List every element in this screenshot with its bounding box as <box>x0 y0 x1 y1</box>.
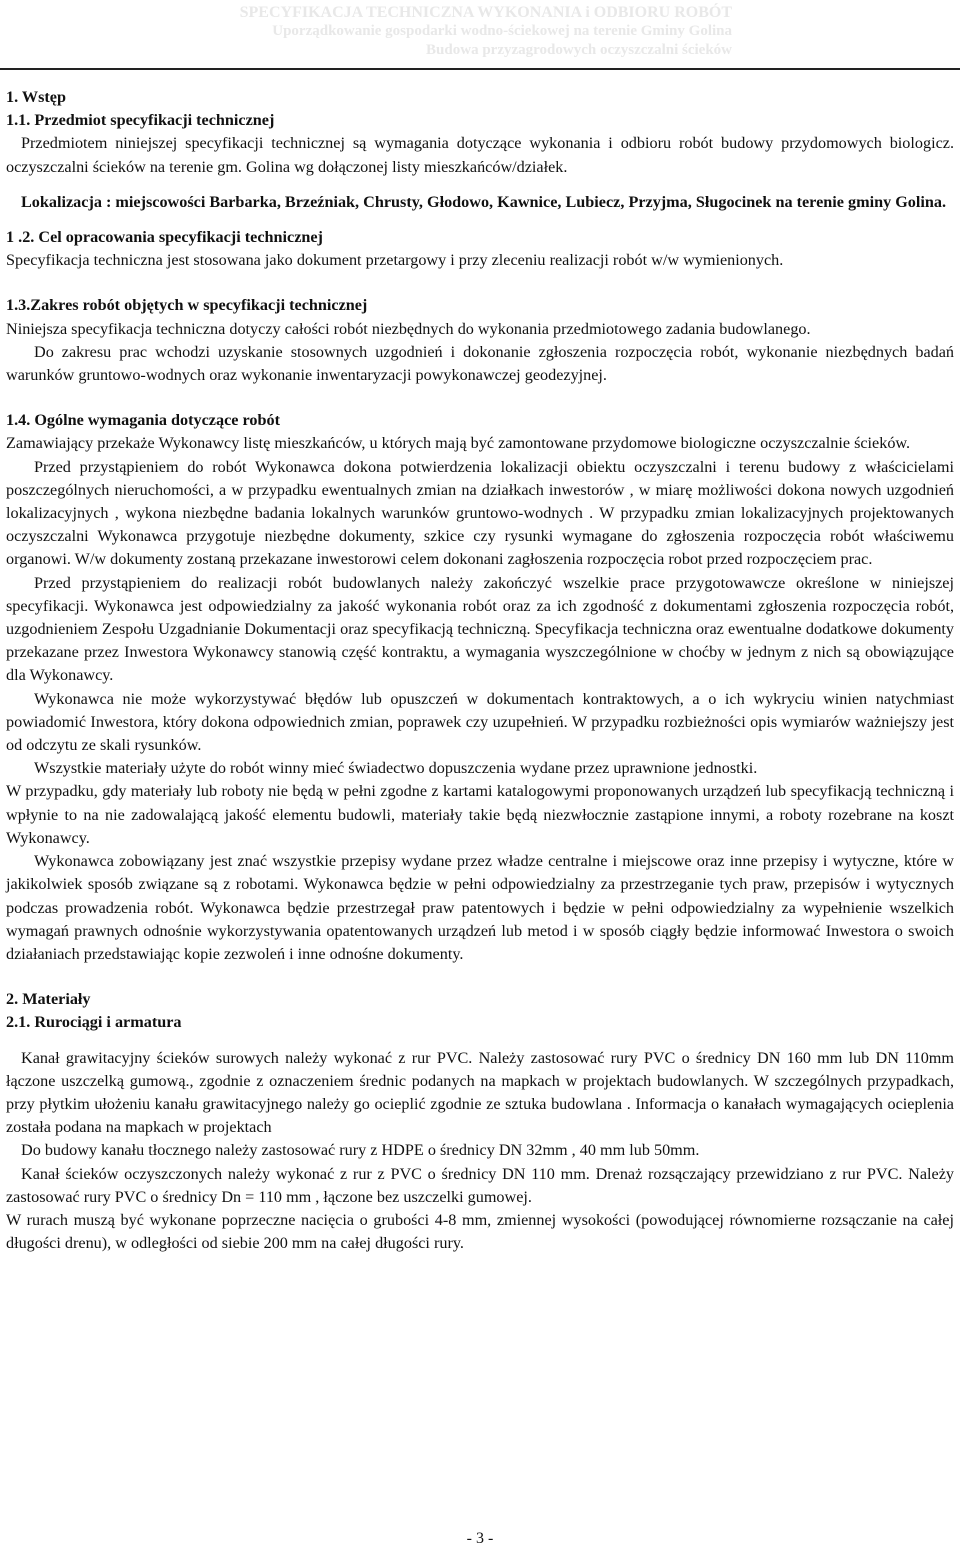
document-body <box>6 86 954 1255</box>
section-1-4-paragraph-1: Zamawiający przekaże Wykonawcy listę mieszkańców, u których mają być zamontowane przydomowe biologiczne oczyszczalnie ścieków. <box>6 434 911 453</box>
page-header <box>32 3 732 60</box>
section-1-1-paragraph: Przedmiotem niniejszej specyfikacji technicznej są wymagania dotyczące wykonania i odbioru robót budowy przydomowych biologicz. oczyszczalni ścieków na terenie gm. Golina wg dołączonej listy mieszkańców/działek. <box>6 134 954 176</box>
section-1-2-paragraph: Specyfikacja techniczna jest stosowana jako dokument przetargowy i przy zleceniu realizacji robót w/w wymienionych. <box>6 251 784 270</box>
section-2-1-paragraph-3: Kanał ścieków oczyszczonych należy wykonać z rur z PVC o średnicy DN 110 mm. Drenaż rozsączający przewidziano z rur PVC. Należy zastosować rury PVC o średnicy Dn = 110 mm , łączone bez uszczelki gumowej. <box>6 1164 954 1206</box>
section-1-4-paragraph-7: Wykonawca zobowiązany jest znać wszystkie przepisy wydane przez władze centralne i miejscowe oraz inne przepisy i wytyczne, które w jakikolwiek sposób związane są z robotami. Wykonawca będzie w pełni odpowiedzialny za przestrzeganie tych praw, przepisów i wytycznych podczas prowadzenia robót. Wykonawca będzie przestrzegał praw patentowych i będzie w pełni odpowiedzialny za wypełnienie wszelkich wymagań prawnych odnośnie wykorzystywania opatentowanych urządzeń lub metod i w sposób ciągły będzie informować Inwestora o swoich działaniach przedstawiając kopie zezwoleń i inne odnośne dokumenty. <box>6 852 954 963</box>
section-2-1-paragraph-2: Do budowy kanału tłocznego należy zastosować rury z HDPE o średnicy DN 32mm , 40 mm lub 50mm. <box>21 1141 700 1160</box>
header-rule <box>0 68 960 70</box>
section-2-1-title: 2.1. Rurociągi i armatura <box>6 1013 182 1032</box>
header-project: Uporządkowanie gospodarki wodno-ściekowej na terenie Gminy Golina <box>272 23 732 39</box>
header-title: SPECYFIKACJA TECHNICZNA WYKONANIA i ODBIORU ROBÓT <box>239 4 732 21</box>
section-1-4-paragraph-3: Przed przystąpieniem do realizacji robót budowlanych należy zakończyć wszelkie prace przygotowawcze określone w niniejszej specyfikacji. Wykonawca jest odpowiedzialny za jakość wykonania robót oraz za ich zgodność z dokumentami zgłoszenia rozpoczęcia robót, uzgodnieniem Zespołu Uzgadnianie Dokumentacji oraz specyfikacją techniczną. Specyfikacja techniczna oraz ewentualne dodatkowe dokumenty przekazane przez Inwestora Wykonawcy stanowią część kontraktu, a wymagania wyszczególnione w choćby w jednym z nich są obowiązujące dla Wykonawcy. <box>6 573 954 685</box>
section-1-3-paragraph-2: Do zakresu prac wchodzi uzyskanie stosownych uzgodnień i dokonanie zgłoszenia rozpoczęcia robót, wykonanie niezbędnych badań warunków gruntowo-wodnych oraz wykonanie inwentaryzacji powykonawczej geodezyjnej. <box>6 342 954 385</box>
section-1-4-title: 1.4. Ogólne wymagania dotyczące robót <box>6 411 280 430</box>
section-1-3-paragraph-1: Niniejsza specyfikacja techniczna dotyczy całości robót niezbędnych do wykonania przedmiotowego zadania budowlanego. <box>6 319 811 338</box>
section-1-2-title: 1 .2. Cel opracowania specyfikacji technicznej <box>6 228 323 247</box>
section-1-title: 1. Wstęp <box>6 88 66 106</box>
section-1-1-location: Lokalizacja : miejscowości Barbarka, Brzeźniak, Chrusty, Głodowo, Kawnice, Lubiecz, Przyjma, Sługocinek na terenie gminy Golina. <box>21 192 947 211</box>
header-subject: Budowa przyzagrodowych oczyszczalni ścieków <box>426 42 732 58</box>
section-1-4-paragraph-5: Wszystkie materiały użyte do robót winny mieć świadectwo dopuszczenia wydane przez uprawnione jednostki. <box>34 759 758 778</box>
section-1-4-paragraph-2: Przed przystąpieniem do robót Wykonawca dokona potwierdzenia lokalizacji obiektu oczyszczalni i terenu budowy z właścicielami poszczególnych nieruchomości, a w przypadku ewentualnych zmian na działkach inwestorów , w miarę możliwości dokona nowych uzgodnień lokalizacyjnych , wykona niezbędne badania lokalnych warunków gruntowo-wodnych . W przypadku zmian lokalizacyjnych projektowanych oczyszczalni Wykonawca przygotuje niezbędne dokumenty, szkice czy rysunki wymagane do zgłoszenia rozpoczęcia robót właściwemu organowi. W/w dokumenty zostaną przekazane inwestorowi celem dokonani zagłoszenia rozpoczęcia robot przed rozpoczęciem prac. <box>6 457 954 569</box>
section-2-title: 2. Materiały <box>6 990 91 1009</box>
section-2-1-paragraph-1: Kanał grawitacyjny ścieków surowych należy wykonać z rur PVC. Należy zastosować rury PVC o średnicy DN 160 mm lub DN 110mm łączone uszczelką gumową., zgodnie z oznaczeniem średnic podanych na mapkach w projektach budowlanych. W szczególnych przypadkach, przy płytkim ułożeniu kanału grawitacyjnego należy go ocieplić zgodnie ze sztuka budowlana . Informacja o kanałach wymagających ocieplenia została podana na mapkach w projektach <box>6 1048 954 1137</box>
section-1-4-paragraph-6: W przypadku, gdy materiały lub roboty nie będą w pełni zgodne z kartami katalogowymi proponowanych urządzeń lub specyfikacją techniczną i wpłynie to na nie zadowalającą jakość elementu budowli, materiały takie będą niezwłocznie zastąpione innymi, a roboty rozebrane na koszt Wykonawcy. <box>6 782 954 847</box>
section-1-4-paragraph-4: Wykonawca nie może wykorzystywać błędów lub opuszczeń w dokumentach kontraktowych, a o ich wykryciu winien natychmiast powiadomić Inwestora, który dokona odpowiednich zmian, poprawek czy uzupełnień. W przypadku rozbieżności opis wymiarów ważniejszy jest od odczytu ze skali rysunków. <box>6 689 954 755</box>
section-1-3-title: 1.3.Zakres robót objętych w specyfikacji technicznej <box>6 296 368 315</box>
section-1-1-title: 1.1. Przedmiot specyfikacji technicznej <box>6 111 275 130</box>
section-2-1-paragraph-4: W rurach muszą być wykonane poprzeczne nacięcia o grubości 4-8 mm, zmiennej wysokości (powodującej równomierne rozsączanie na całej długości drenu), w odległości od siebie 200 mm na całej długości rury. <box>6 1210 954 1253</box>
page-number: - 3 - <box>466 1530 494 1547</box>
